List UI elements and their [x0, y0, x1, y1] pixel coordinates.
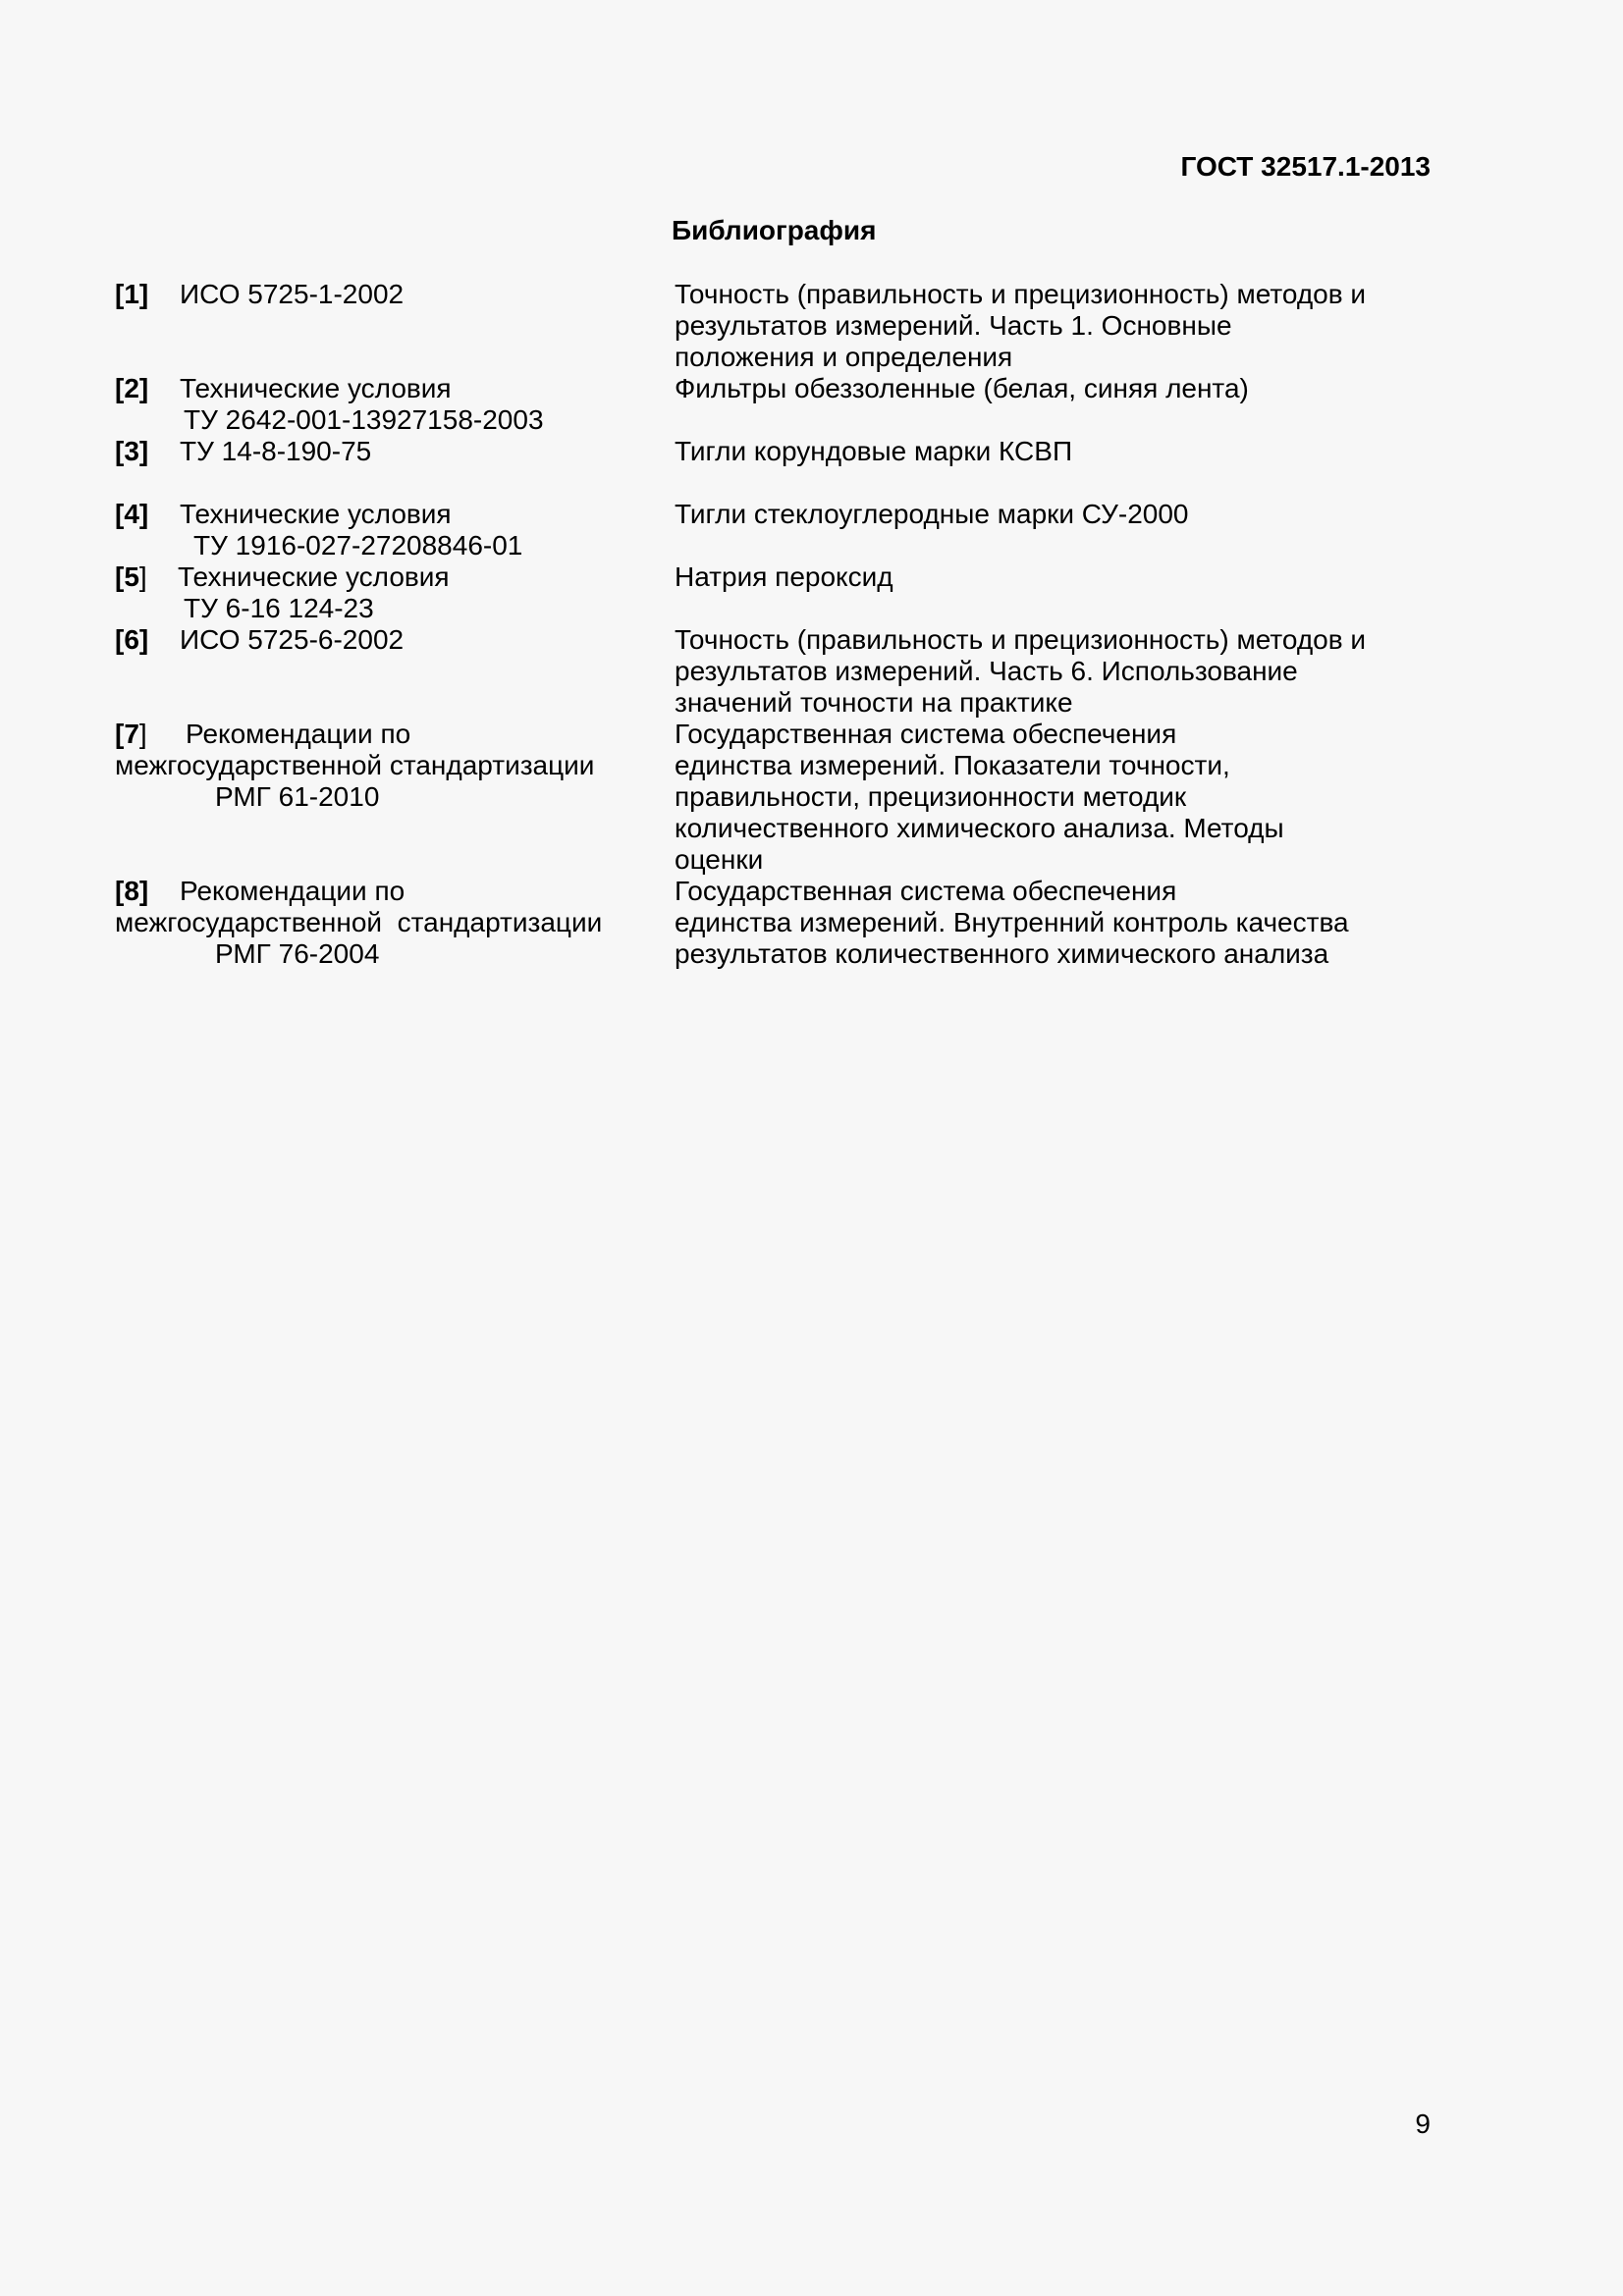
page-number: 9 [1415, 2109, 1431, 2139]
entry-number: [2] [115, 373, 149, 403]
entry-reference: межгосударственной стандартизации [115, 907, 603, 937]
entry-description-line: Натрия пероксид [675, 561, 893, 592]
entry-description-line: Тигли корундовые марки КСВП [675, 436, 1073, 466]
entry-reference-code: ТУ 2642-001-13927158-2003 [184, 404, 544, 435]
entry-number: [8] [115, 876, 149, 906]
entry-description-line: Точность (правильность и прецизионность) методов и [675, 624, 1367, 655]
entry-description-line: значений точности на практике [675, 687, 1073, 718]
entry-reference: Технические условия [180, 499, 452, 529]
entry-description-line: Государственная система обеспечения [675, 719, 1177, 749]
entry-description-line: результатов измерений. Часть 1. Основные [675, 310, 1232, 341]
entry-reference: ТУ 14-8-190-75 [180, 436, 372, 466]
entry-description-line: единства измерений. Внутренний контроль качества [675, 907, 1349, 937]
entry-reference-code: РМГ 76-2004 [215, 938, 380, 969]
document-code: ГОСТ 32517.1-2013 [1180, 151, 1431, 182]
entry-reference: межгосударственной стандартизации [115, 750, 595, 780]
entry-description-line: Тигли стеклоуглеродные марки СУ-2000 [675, 499, 1189, 529]
entry-description-line: Государственная система обеспечения [675, 876, 1177, 906]
entry-number-bracket: ] [138, 719, 147, 749]
entry-description-line: правильности, прецизионности методик [675, 781, 1187, 812]
entry-reference-code: ТУ 6-16 124-23 [184, 593, 374, 623]
entry-reference: ИСО 5725-1-2002 [180, 279, 405, 309]
entry-description-line: результатов измерений. Часть 6. Использование [675, 656, 1298, 686]
entry-number: [6] [115, 624, 149, 655]
entry-reference: Технические условия [178, 561, 450, 592]
entry-reference: Рекомендации по [186, 719, 411, 749]
entry-description-line: единства измерений. Показатели точности, [675, 750, 1230, 780]
section-title: Библиография [672, 215, 877, 245]
entry-reference-code: ТУ 1916-027-27208846-01 [193, 530, 523, 561]
entry-number: [3] [115, 436, 149, 466]
entry-description-line: Точность (правильность и прецизионность) методов и [675, 279, 1367, 309]
entry-description-line: оценки [675, 844, 764, 875]
entry-number: [4] [115, 499, 149, 529]
entry-description-line: результатов количественного химического анализа [675, 938, 1329, 969]
entry-reference-code: РМГ 61-2010 [215, 781, 380, 812]
entry-reference: ИСО 5725-6-2002 [180, 624, 405, 655]
entry-description-line: Фильтры обеззоленные (белая, синяя лента) [675, 373, 1249, 403]
entry-reference: Технические условия [180, 373, 452, 403]
entry-number: [7 [115, 719, 139, 749]
entry-description-line: положения и определения [675, 342, 1013, 372]
entry-number: [5 [115, 561, 139, 592]
entry-description-line: количественного химического анализа. Методы [675, 813, 1284, 843]
entry-reference: Рекомендации по [180, 876, 406, 906]
entry-number-bracket: ] [138, 561, 147, 592]
entry-number: [1] [115, 279, 149, 309]
